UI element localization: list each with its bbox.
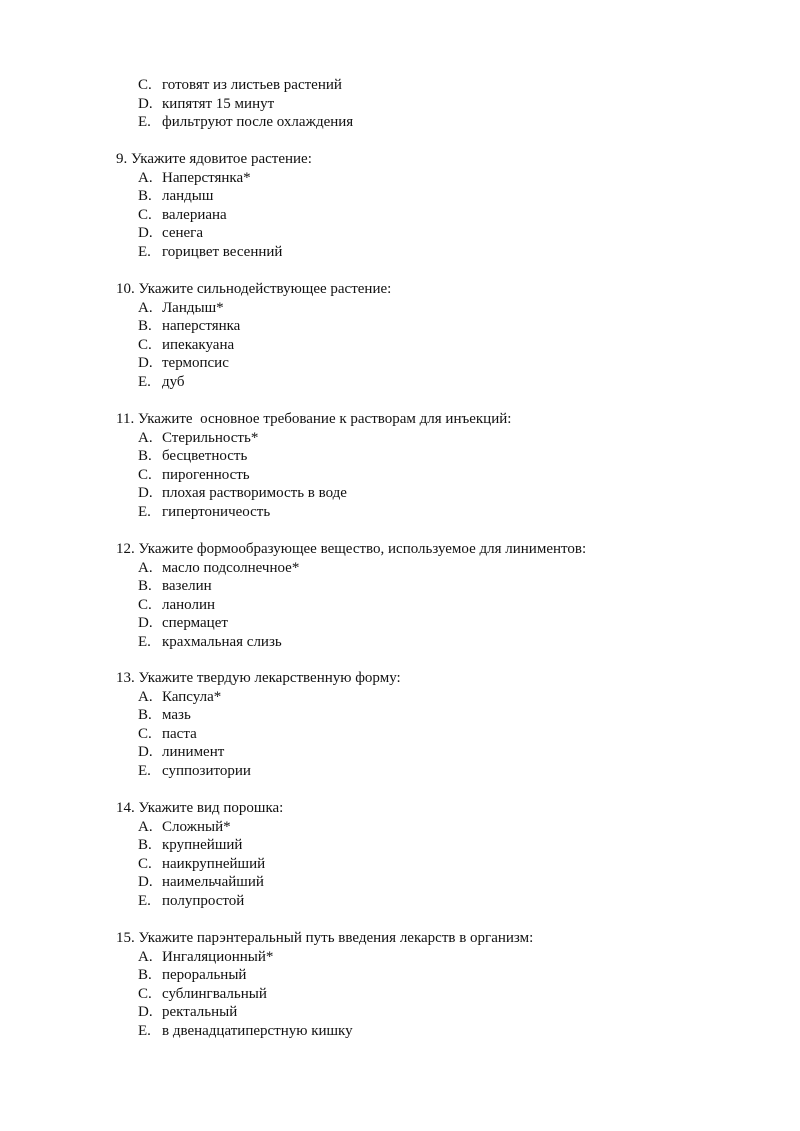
option-letter: E. <box>138 503 151 520</box>
option-c <box>116 985 756 1004</box>
option-text: гипертоничеость <box>162 503 271 520</box>
option-letter: D. <box>138 225 153 242</box>
option-e <box>116 633 756 652</box>
option-text: паста <box>162 725 197 742</box>
option-b <box>116 966 756 985</box>
option-text: наикрупнейший <box>162 855 266 872</box>
option-d <box>116 1003 756 1022</box>
option-text: пирогенность <box>162 466 250 483</box>
option-d <box>116 484 756 503</box>
option-text: масло подсолнечное* <box>162 559 300 576</box>
option-d <box>116 354 756 373</box>
option-c <box>116 855 756 874</box>
option-letter: E. <box>138 892 151 909</box>
question-text: 14. Укажите вид порошка: <box>116 800 284 816</box>
option-b <box>116 447 756 466</box>
option-letter: A. <box>138 429 153 446</box>
option-d <box>116 614 756 633</box>
option-e <box>116 113 756 132</box>
option-d <box>116 95 756 114</box>
question-text: 9. Укажите ядовитое растение: <box>116 151 312 167</box>
option-letter: A. <box>138 169 153 186</box>
option-e <box>116 373 756 392</box>
option-a <box>116 429 756 448</box>
option-text: Стерильность* <box>162 429 259 446</box>
option-c <box>116 76 756 95</box>
option-text: Ингаляционный* <box>162 948 274 965</box>
option-c <box>116 336 756 355</box>
option-text: линимент <box>162 744 225 761</box>
option-a <box>116 169 756 188</box>
option-text: плохая растворимость в воде <box>162 485 347 502</box>
option-letter: C. <box>138 336 152 353</box>
option-e <box>116 503 756 522</box>
option-letter: A. <box>138 818 153 835</box>
option-text: ланолин <box>162 596 216 613</box>
option-letter: E. <box>138 1022 151 1039</box>
option-text: фильтруют после охлаждения <box>162 114 354 131</box>
option-text: Наперстянка* <box>162 169 251 186</box>
option-letter: C. <box>138 855 152 872</box>
option-text: ландыш <box>162 188 214 205</box>
option-b <box>116 187 756 206</box>
option-a <box>116 299 756 318</box>
option-letter: A. <box>138 299 153 316</box>
option-e <box>116 762 756 781</box>
option-letter: E. <box>138 762 151 779</box>
option-text: наперстянка <box>162 318 241 335</box>
option-text: ипекакуана <box>162 336 235 353</box>
option-text: горицвет весенний <box>162 243 283 260</box>
option-letter: B. <box>138 837 152 854</box>
option-letter: C. <box>138 985 152 1002</box>
option-text: крахмальная слизь <box>162 633 282 650</box>
option-letter: E. <box>138 373 151 390</box>
option-letter: B. <box>138 578 152 595</box>
option-letter: A. <box>138 688 153 705</box>
option-letter: E. <box>138 243 151 260</box>
option-text: сублингвальный <box>162 985 267 1002</box>
question-text: 11. Укажите основное требование к растворам для инъекций: <box>116 411 512 427</box>
option-b <box>116 577 756 596</box>
option-c <box>116 466 756 485</box>
question-text: 13. Укажите твердую лекарственную форму: <box>116 670 401 686</box>
option-b <box>116 317 756 336</box>
option-c <box>116 206 756 225</box>
option-text: пероральный <box>162 967 247 984</box>
option-letter: D. <box>138 95 153 112</box>
option-letter: C. <box>138 77 152 93</box>
option-letter: C. <box>138 206 152 223</box>
option-text: полупростой <box>162 892 245 909</box>
option-text: Сложный* <box>162 818 231 835</box>
option-text: бесцветность <box>162 448 248 465</box>
option-letter: A. <box>138 559 153 576</box>
option-text: валериана <box>162 206 227 223</box>
option-b <box>116 706 756 725</box>
option-c <box>116 596 756 615</box>
question-13 <box>116 669 756 781</box>
option-text: кипятят 15 минут <box>162 95 275 112</box>
question-15 <box>116 929 756 1041</box>
option-d <box>116 743 756 762</box>
option-text: сенега <box>162 225 203 242</box>
question-11 <box>116 410 756 522</box>
option-letter: B. <box>138 967 152 984</box>
question-10 <box>116 280 756 392</box>
option-letter: D. <box>138 355 153 372</box>
option-letter: C. <box>138 466 152 483</box>
option-e <box>116 243 756 262</box>
option-letter: D. <box>138 485 153 502</box>
option-c <box>116 725 756 744</box>
option-d <box>116 873 756 892</box>
option-text: вазелин <box>162 578 212 595</box>
option-text: ректальный <box>162 1004 238 1021</box>
option-text: мазь <box>162 707 191 724</box>
question-8-continuation <box>116 76 756 132</box>
option-letter: D. <box>138 874 153 891</box>
option-text: дуб <box>162 373 185 390</box>
option-e <box>116 892 756 911</box>
option-letter: C. <box>138 725 152 742</box>
option-letter: B. <box>138 448 152 465</box>
option-b <box>116 836 756 855</box>
question-text: 10. Укажите сильнодействующее растение: <box>116 281 392 297</box>
option-a <box>116 559 756 578</box>
option-letter: D. <box>138 744 153 761</box>
option-letter: B. <box>138 318 152 335</box>
option-letter: C. <box>138 596 152 613</box>
option-a <box>116 818 756 837</box>
option-d <box>116 224 756 243</box>
option-text: в двенадцатиперстную кишку <box>162 1022 353 1039</box>
option-e <box>116 1022 756 1041</box>
question-text: 15. Укажите парэнтеральный путь введения лекарств в организм: <box>116 930 534 946</box>
option-letter: E. <box>138 633 151 650</box>
option-letter: D. <box>138 615 153 632</box>
option-letter: E. <box>138 114 151 131</box>
question-12 <box>116 540 756 652</box>
option-text: спермацет <box>162 615 228 632</box>
option-text: термопсис <box>162 355 229 372</box>
option-letter: A. <box>138 948 153 965</box>
option-text: наимельчайший <box>162 874 264 891</box>
question-text: 12. Укажите формообразующее вещество, используемое для линиментов: <box>116 541 587 557</box>
option-text: Капсула* <box>162 688 222 705</box>
option-letter: D. <box>138 1004 153 1021</box>
option-text: суппозитории <box>162 762 251 779</box>
option-letter: B. <box>138 188 152 205</box>
option-text: Ландыш* <box>162 299 224 316</box>
option-a <box>116 688 756 707</box>
question-14 <box>116 799 756 911</box>
option-text: готовят из листьев растений <box>162 77 342 93</box>
option-a <box>116 948 756 967</box>
question-9 <box>116 150 756 262</box>
option-text: крупнейший <box>162 837 243 854</box>
option-letter: B. <box>138 707 152 724</box>
